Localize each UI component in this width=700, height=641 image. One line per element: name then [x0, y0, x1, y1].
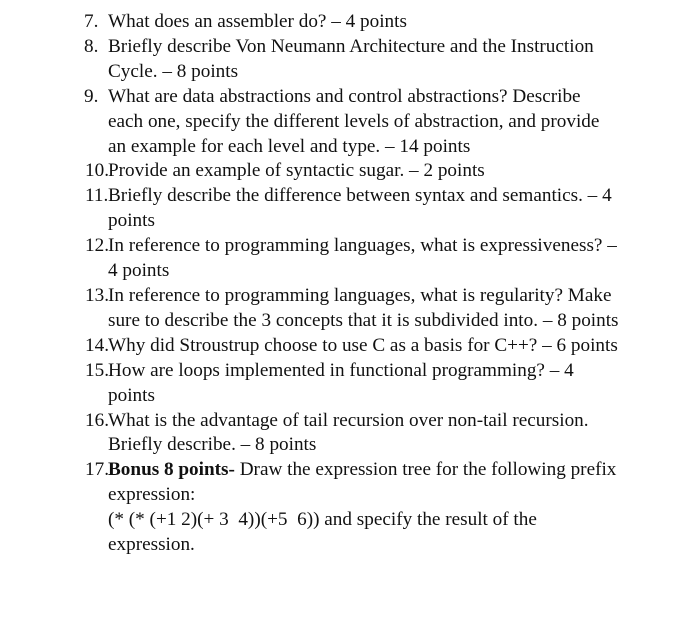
question-text: Briefly describe the difference between syntax and semantics. – 4 points	[108, 185, 612, 232]
question-text: What is the advantage of tail recursion over non-tail recursion. Briefly describe. – 8 points	[108, 409, 589, 456]
question-list	[0, 10, 700, 558]
question-text: Provide an example of syntactic sugar. – 2 points	[108, 160, 485, 182]
question-7	[0, 10, 700, 35]
question-17	[0, 458, 700, 558]
question-number: 9.	[84, 85, 99, 107]
question-text-continued: and specify the result of the expression.	[108, 509, 537, 556]
question-text: What does an assembler do? – 4 points	[108, 11, 407, 32]
question-number: 17.	[85, 459, 109, 481]
bonus-label: Bonus 8 points-	[108, 459, 235, 481]
question-15	[0, 359, 700, 409]
question-number: 15.	[85, 359, 109, 381]
question-number: 16.	[85, 409, 109, 431]
question-10	[0, 159, 700, 184]
question-16	[0, 409, 700, 459]
prefix-expression: (* (* (+1 2)(+ 3 4))(+5 6))	[108, 509, 320, 531]
question-text: Why did Stroustrup choose to use C as a basis for C++? – 6 points	[108, 334, 618, 356]
question-number: 10.	[85, 160, 109, 182]
question-8	[0, 35, 700, 85]
question-text: Briefly describe Von Neumann Architecture and the Instruction Cycle. – 8 points	[108, 35, 594, 82]
question-9	[0, 85, 700, 160]
question-number: 8.	[84, 35, 99, 57]
question-text: In reference to programming languages, what is regularity? Make sure to describe the 3 concepts that it is subdivided into. – 8 points	[108, 284, 619, 331]
question-text: How are loops implemented in functional programming? – 4 points	[108, 359, 574, 406]
question-14	[0, 334, 700, 359]
question-number: 13.	[85, 284, 109, 306]
question-text: In reference to programming languages, what is expressiveness? – 4 points	[108, 235, 617, 282]
question-13	[0, 284, 700, 334]
question-number: 12.	[85, 235, 109, 257]
question-text: What are data abstractions and control abstractions? Describe each one, specify the different levels of abstraction, and provide an example for each level and type. – 14 points	[108, 85, 600, 157]
question-number: 14.	[85, 334, 109, 356]
question-text: Draw the expression tree for the following prefix expression:	[108, 459, 617, 506]
question-number: 7.	[84, 11, 99, 32]
question-12	[0, 234, 700, 284]
question-11	[0, 184, 700, 234]
question-number: 11.	[85, 185, 109, 207]
